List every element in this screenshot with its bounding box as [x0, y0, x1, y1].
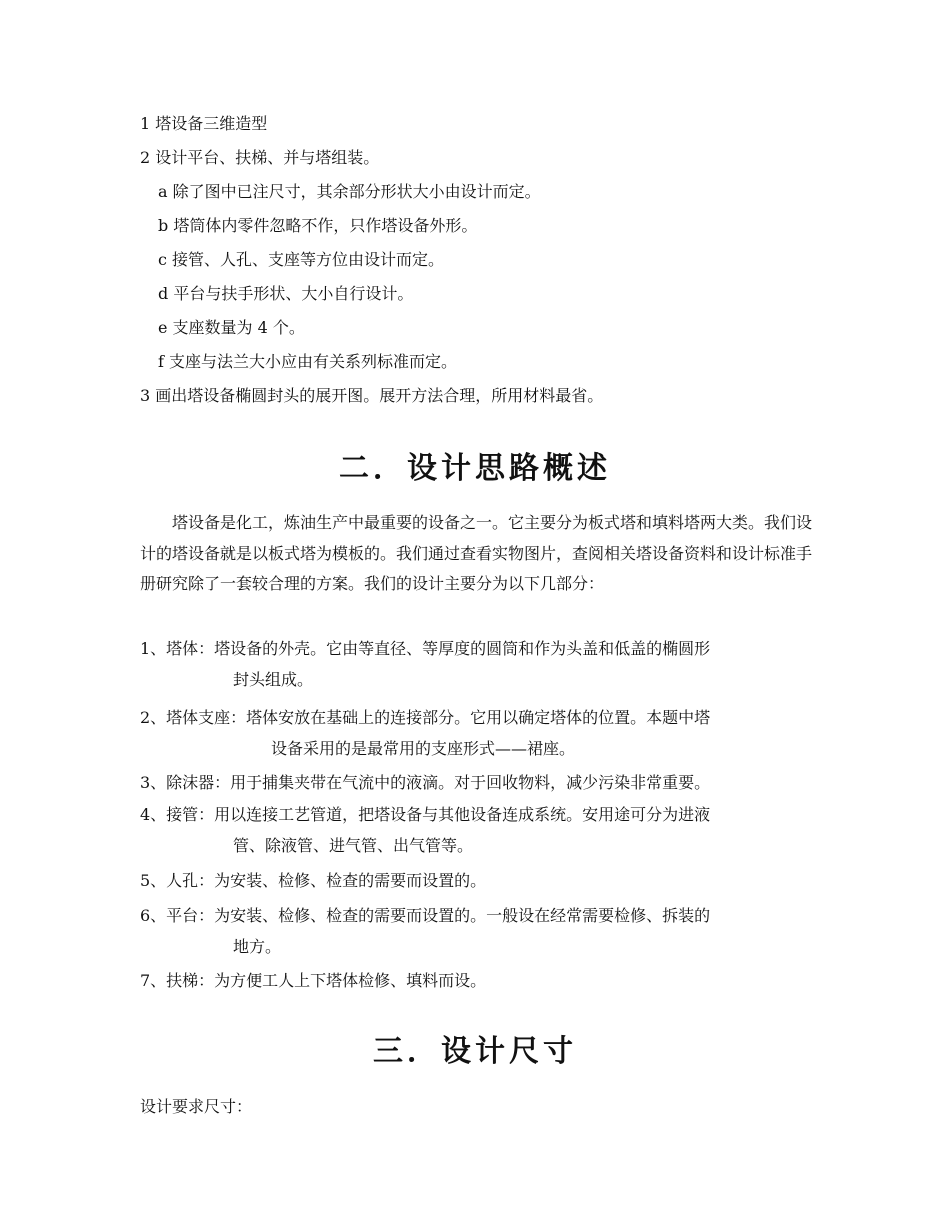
list-item-line: 2、塔体支座：塔体安放在基础上的连接部分。它用以确定塔体的位置。本题中塔 — [140, 708, 711, 727]
requirement-2: 2 设计平台、扶梯、并与塔组装。 — [140, 148, 380, 167]
requirement-2e: e 支座数量为 4 个。 — [158, 318, 305, 337]
list-item-continuation: 封头组成。 — [233, 669, 314, 689]
requirement-3: 3 画出塔设备椭圆封头的展开图。展开方法合理，所用材料最省。 — [140, 386, 604, 405]
dimensions-label: 设计要求尺寸： — [140, 1097, 253, 1116]
list-item-continuation: 地方。 — [233, 936, 282, 956]
requirement-1: 1 塔设备三维造型 — [140, 114, 268, 133]
section-heading-design-dimensions: 三．设计尺寸 — [373, 1034, 577, 1069]
requirement-2d: d 平台与扶手形状、大小自行设计。 — [158, 284, 414, 303]
list-item — [140, 768, 812, 799]
section-heading-design-overview: 二．设计思路概述 — [339, 451, 611, 486]
list-item — [140, 966, 812, 997]
intro-paragraph: 塔设备是化工，炼油生产中最重要的设备之一。它主要分为板式塔和填料塔两大类。我们设计的塔设备就是以板式塔为模板的。我们通过查看实物图片，查阅相关塔设备资料和设计标准手册研究除了一套较合理的方案。我们的设计主要分为以下几部分： — [140, 513, 813, 593]
list-item-line: 4、接管：用以连接工艺管道，把塔设备与其他设备连成系统。安用途可分为进液 — [140, 805, 711, 824]
list-item-continuation: 设备采用的是最常用的支座形式——裙座。 — [271, 738, 576, 758]
list-item-line: 7、扶梯：为方便工人上下塔体检修、填料而设。 — [140, 971, 487, 990]
list-item — [140, 866, 812, 897]
list-item — [140, 634, 812, 695]
list-item — [140, 703, 812, 764]
list-item — [140, 800, 812, 861]
list-item-line: 3、除沫器：用于捕集夹带在气流中的液滴。对于回收物料，减少污染非常重要。 — [140, 773, 711, 792]
requirement-2b: b 塔筒体内零件忽略不作，只作塔设备外形。 — [158, 216, 478, 235]
list-item-line: 5、人孔：为安装、检修、检查的需要而设置的。 — [140, 871, 487, 890]
requirement-2a: a 除了图中已注尺寸，其余部分形状大小由设计而定。 — [158, 182, 541, 201]
requirement-2c: c 接管、人孔、支座等方位由设计而定。 — [158, 250, 445, 269]
list-item — [140, 901, 812, 962]
list-item-line: 6、平台：为安装、检修、检查的需要而设置的。一般设在经常需要检修、拆装的 — [140, 906, 711, 925]
list-item-line: 1、塔体：塔设备的外壳。它由等直径、等厚度的圆筒和作为头盖和低盖的椭圆形 — [140, 639, 711, 658]
list-item-continuation: 管、除液管、进气管、出气管等。 — [233, 835, 474, 855]
requirement-2f: f 支座与法兰大小应由有关系列标准而定。 — [158, 352, 458, 371]
